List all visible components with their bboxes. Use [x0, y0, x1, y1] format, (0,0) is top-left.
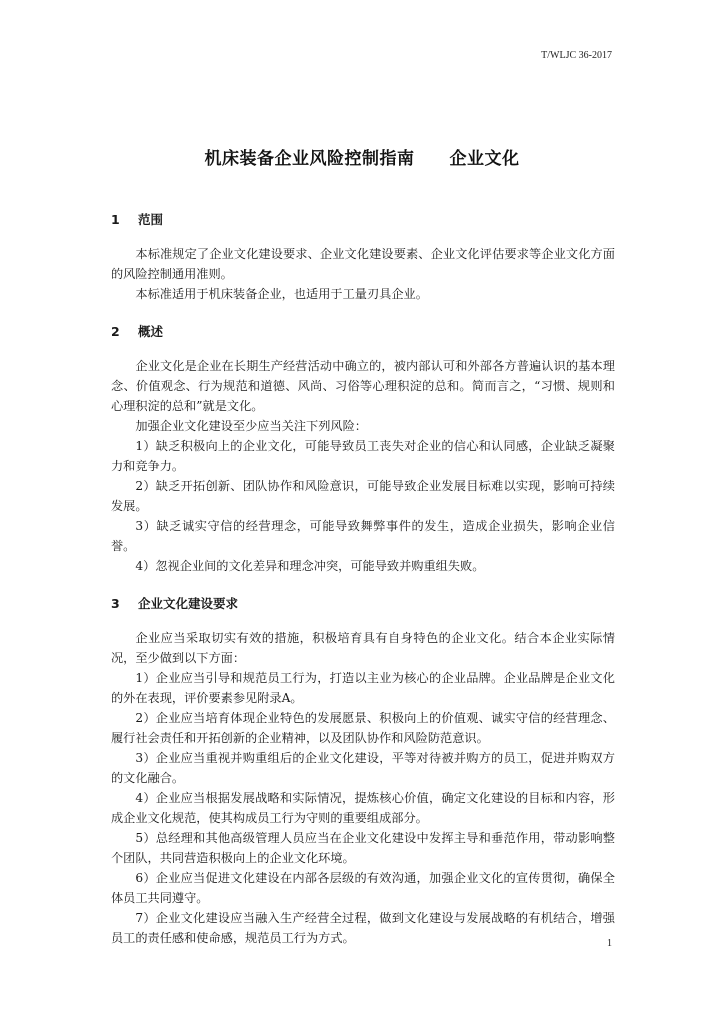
document-body [111, 210, 615, 948]
section-title: 企业文化建设要求 [138, 596, 239, 611]
page-number: 1 [607, 938, 612, 949]
list-item: 4）企业应当根据发展战略和实际情况，提炼核心价值，确定文化建设的目标和内容，形成企业文化规范，使其构成员工行为守则的重要组成部分。 [111, 791, 615, 825]
section-number: 1 [111, 212, 120, 227]
paragraph: 本标准适用于机床装备企业，也适用于工量刃具企业。 [135, 287, 428, 301]
list-item: 4）忽视企业间的文化差异和理念冲突，可能导致并购重组失败。 [135, 559, 485, 573]
list-item: 2）缺乏开拓创新、团队协作和风险意识，可能导致企业发展目标难以实现，影响可持续发展。 [111, 479, 615, 513]
paragraph: 加强企业文化建设至少应当关注下列风险： [135, 419, 367, 433]
paragraph: 企业文化是企业在长期生产经营活动中确立的，被内部认可和外部各方普遍认识的基本理念、价值观念、行为规范和道德、风尚、习俗等心理积淀的总和。简而言之，“习惯、规则和心理积淀的总和”就是文化。 [111, 359, 615, 413]
section-scope [111, 210, 615, 304]
list-item: 3）缺乏诚实守信的经营理念，可能导致舞弊事件的发生，造成企业损失，影响企业信誉。 [111, 519, 615, 553]
section-heading [111, 210, 615, 230]
list-item: 2）企业应当培育体现企业特色的发展愿景、积极向上的价值观、诚实守信的经营理念、履行社会责任和开拓创新的企业精神，以及团队协作和风险防范意识。 [111, 711, 615, 745]
section-number: 2 [111, 324, 120, 339]
list-item: 7）企业文化建设应当融入生产经营全过程，做到文化建设与发展战略的有机结合，增强员工的责任感和使命感，规范员工行为方式。 [111, 911, 615, 945]
section-overview [111, 322, 615, 576]
list-item: 1）缺乏积极向上的企业文化，可能导致员工丧失对企业的信心和认同感，企业缺乏凝聚力和竞争力。 [111, 439, 615, 473]
list-item: 5）总经理和其他高级管理人员应当在企业文化建设中发挥主导和垂范作用，带动影响整个团队，共同营造积极向上的企业文化环境。 [111, 831, 615, 865]
section-title: 概述 [138, 324, 164, 339]
section-heading [111, 322, 615, 342]
list-item: 1）企业应当引导和规范员工行为，打造以主业为核心的企业品牌。企业品牌是企业文化的外在表现，评价要素参见附录A。 [111, 671, 615, 705]
section-heading [111, 594, 615, 614]
paragraph: 企业应当采取切实有效的措施，积极培育具有自身特色的企业文化。结合本企业实际情况，至少做到以下方面： [111, 631, 615, 665]
page-title: 机床装备企业风险控制指南 企业文化 [204, 149, 520, 169]
section-title: 范围 [138, 212, 164, 227]
paragraph: 本标准规定了企业文化建设要求、企业文化建设要素、企业文化评估要求等企业文化方面的风险控制通用准则。 [111, 247, 615, 281]
section-number: 3 [111, 596, 120, 611]
section-culture-requirements [111, 594, 615, 948]
list-item: 6）企业应当促进文化建设在内部各层级的有效沟通，加强企业文化的宣传贯彻，确保全体员工共同遵守。 [111, 871, 615, 905]
list-item: 3）企业应当重视并购重组后的企业文化建设，平等对待被并购方的员工，促进并购双方的文化融合。 [111, 751, 615, 785]
document-code: T/WLJC 36-2017 [541, 50, 612, 61]
